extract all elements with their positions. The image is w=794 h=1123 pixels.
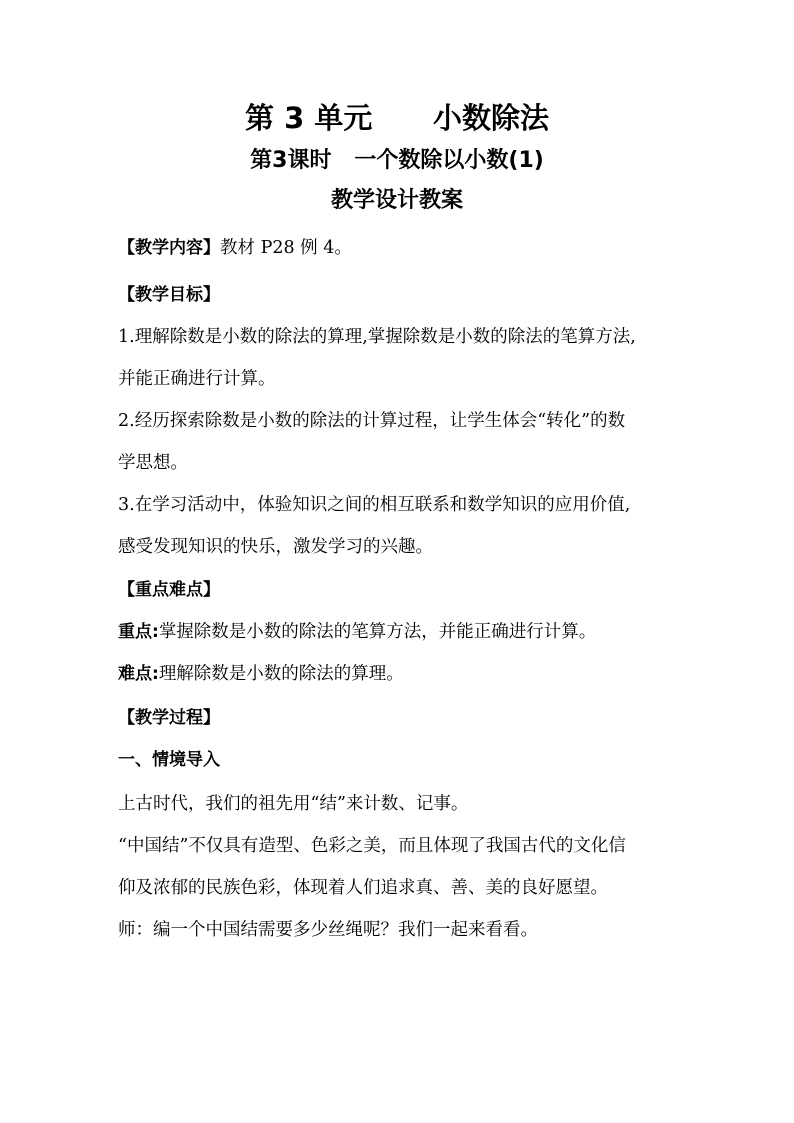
process-paragraph-3: 仰及浓郁的民族色彩，体现着人们追求真、善、美的良好愿望。 [118, 878, 608, 898]
objective-line-5: 3.在学习活动中，体验知识之间的相互联系和数学知识的应用价值, [118, 495, 631, 515]
unit-title: 第 3 单元 小数除法 [245, 101, 549, 135]
teaching-content-line [118, 236, 352, 260]
process-heading: 【教学过程】 [118, 708, 220, 728]
difficult-point-line [118, 662, 404, 686]
key-point-text: 掌握除数是小数的除法的笔算方法，并能正确进行计算。 [158, 622, 597, 642]
objective-line-2: 并能正确进行计算。 [118, 369, 276, 389]
document-title: 教学设计教案 [330, 188, 463, 213]
key-point-line [118, 620, 596, 644]
objective-line-6: 感受发现知识的快乐，激发学习的兴趣。 [118, 537, 433, 557]
teaching-content-label: 【教学内容】 [118, 238, 220, 258]
key-points-heading: 【重点难点】 [118, 580, 220, 600]
process-paragraph-2: “中国结”不仅具有造型、色彩之美，而且体现了我国古代的文化信 [118, 836, 626, 856]
objective-line-4: 学思想。 [118, 453, 188, 473]
objectives-heading: 【教学目标】 [118, 285, 220, 305]
section-1-title: 一、情境导入 [118, 750, 220, 770]
difficult-point-text: 理解除数是小数的除法的算理。 [158, 664, 404, 684]
process-paragraph-1: 上古时代，我们的祖先用“结”来计数、记事。 [118, 794, 469, 814]
lesson-title: 第3课时 一个数除以小数(1) [250, 148, 544, 173]
key-point-label: 重点: [118, 622, 159, 642]
teaching-content-text: 教材 P28 例 4。 [220, 238, 352, 258]
process-paragraph-4: 师：编一个中国结需要多少丝绳呢？我们一起来看看。 [118, 920, 538, 940]
objective-line-1: 1.理解除数是小数的除法的算理,掌握除数是小数的除法的笔算方法, [118, 327, 636, 347]
objective-line-3: 2.经历探索除数是小数的除法的计算过程，让学生体会“转化”的数 [118, 411, 626, 431]
difficult-point-label: 难点: [118, 664, 159, 684]
